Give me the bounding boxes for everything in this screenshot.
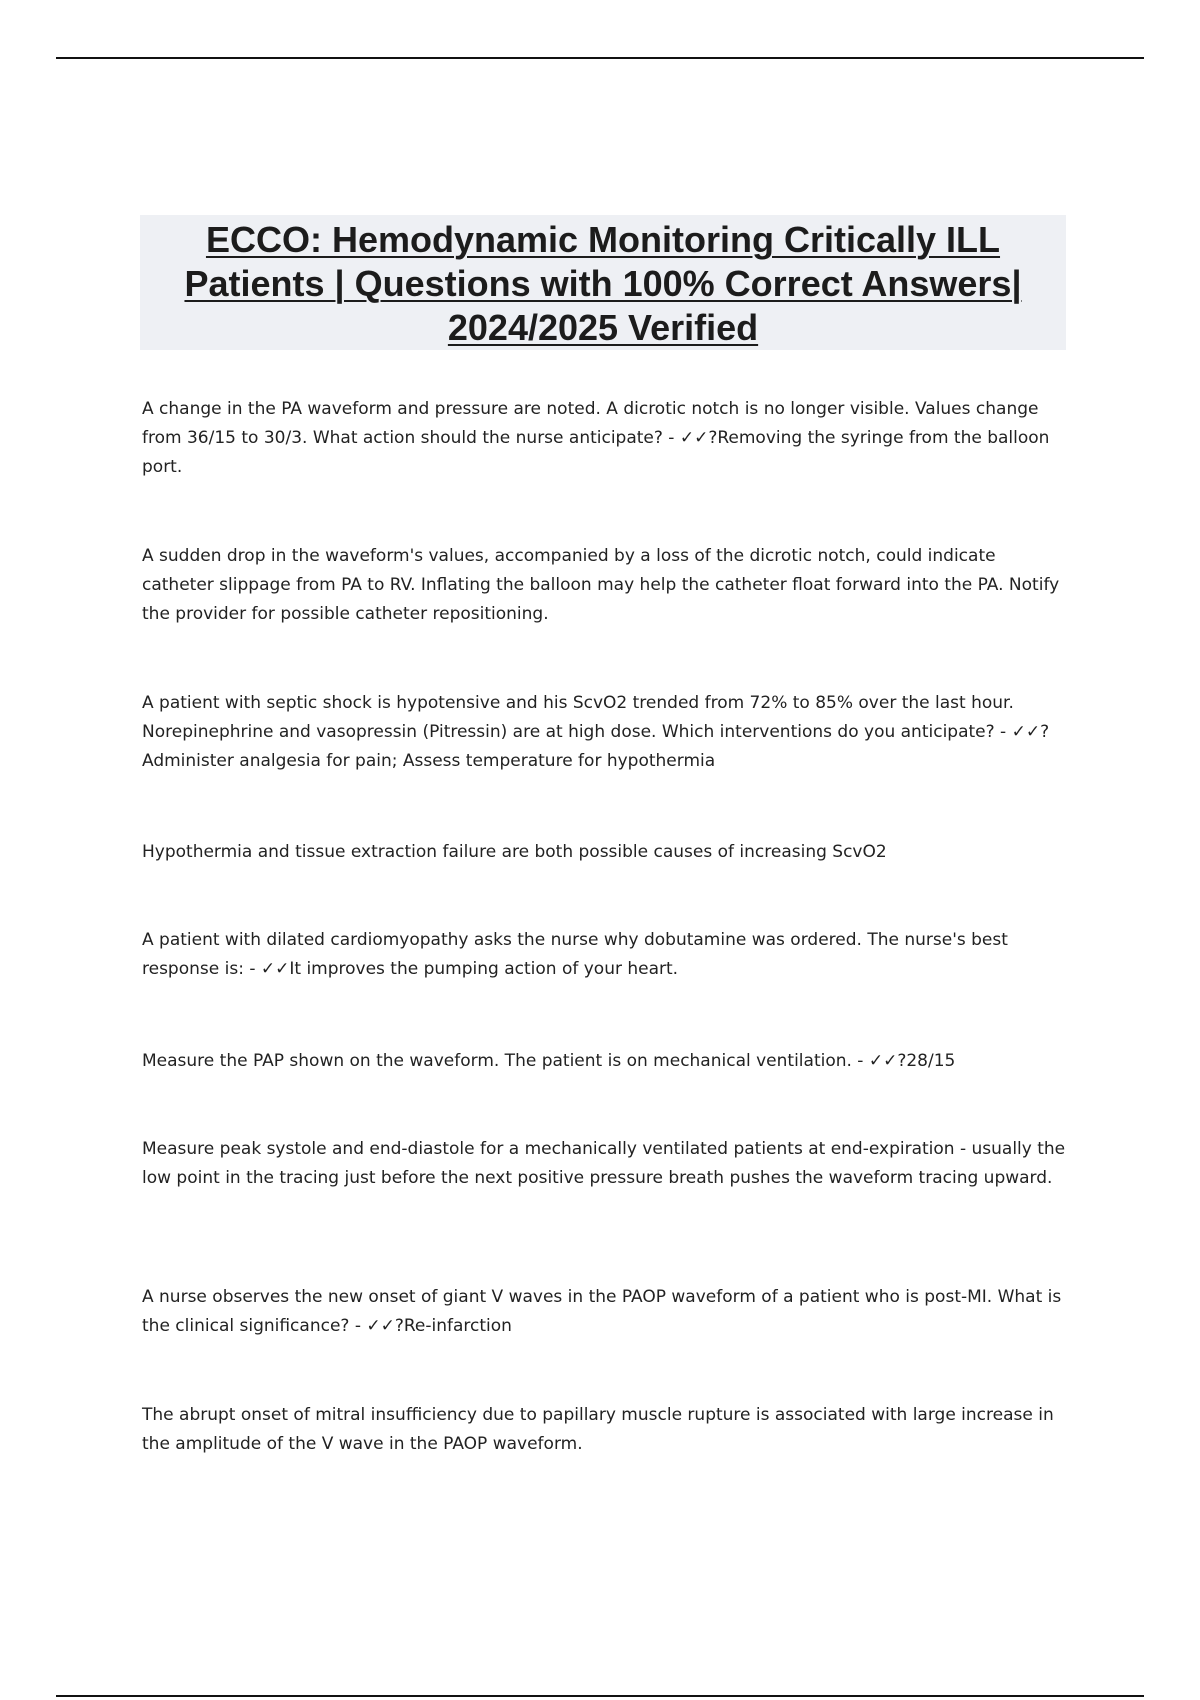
paragraph-4: Hypothermia and tissue extraction failure are both possible causes of increasing ScvO2 [142,842,887,862]
paragraph-3: A patient with septic shock is hypotensive and his ScvO2 trended from 72% to 85% over the last hour. Norepinephrine and vasopressin (Pitressin) are at high dose. Which interventions do you anticipate? - ✓✓?Administer analgesia for pain; Assess temperature for hypothermia [142,693,1050,771]
document-title [140,218,1066,350]
paragraph-8: A nurse observes the new onset of giant V waves in the PAOP waveform of a patient who is post-MI. What is the clinical significance? - ✓✓?Re-infarction [142,1287,1062,1336]
title-line-1: ECCO: Hemodynamic Monitoring Critically ILL [205,219,1001,260]
paragraph-6: Measure the PAP shown on the waveform. The patient is on mechanical ventilation. - ✓✓?28/15 [142,1051,956,1071]
title-line-3: 2024/2025 Verified [447,307,759,348]
paragraph-2: A sudden drop in the waveform's values, accompanied by a loss of the dicrotic notch, could indicate catheter slippage from PA to RV. Inflating the balloon may help the catheter float forward into the PA. Notify the provider for possible catheter repositioning. [142,546,1060,624]
paragraph-5: A patient with dilated cardiomyopathy asks the nurse why dobutamine was ordered. The nurse's best response is: - ✓✓It improves the pumping action of your heart. [142,930,1008,979]
paragraph-7: Measure peak systole and end-diastole for a mechanically ventilated patients at end-expiration - usually the low point in the tracing just before the next positive pressure breath pushes the waveform tracing upward. [142,1139,1066,1188]
paragraph-9: The abrupt onset of mitral insufficiency due to papillary muscle rupture is associated with large increase in the amplitude of the V wave in the PAOP waveform. [142,1405,1054,1454]
paragraph-1: A change in the PA waveform and pressure are noted. A dicrotic notch is no longer visible. Values change from 36/15 to 30/3. What action should the nurse anticipate? - ✓✓?Removing the syringe from the balloon port. [142,399,1050,477]
bottom-rule [56,1695,1144,1697]
top-rule [56,57,1144,59]
title-line-2: Patients | Questions with 100% Correct Answers| [184,263,1022,304]
